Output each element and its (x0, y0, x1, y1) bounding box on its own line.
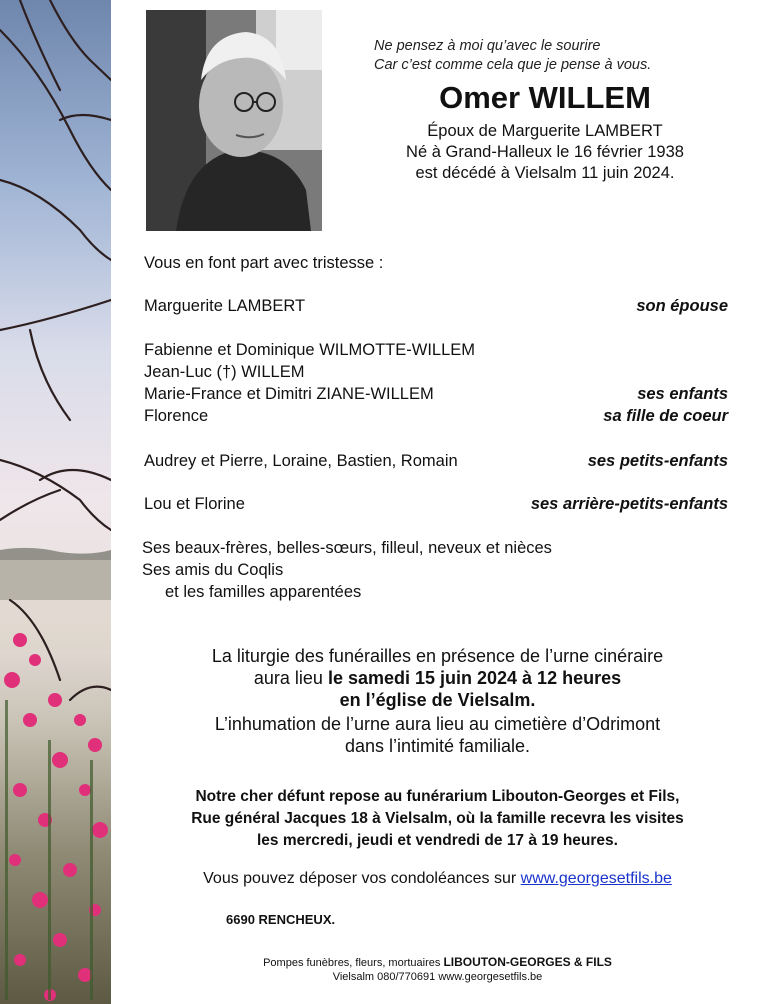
family-row-great-grandchildren (144, 493, 728, 515)
spouse-line: Époux de Marguerite LAMBERT (427, 122, 663, 140)
address: 6690 RENCHEUX. (226, 912, 336, 927)
liturgy-line-4: L’inhumation de l’urne aura lieu au cimetière d’Odrimont (214, 714, 661, 734)
birth-line: Né à Grand-Halleux le 16 février 1938 (406, 143, 684, 161)
liturgy-line-3: en l’église de Vielsalm. (339, 690, 536, 710)
deceased-info (360, 121, 730, 184)
decorative-side-image (0, 0, 111, 1004)
liturgy-date: le samedi 15 juin 2024 à 12 heures (327, 668, 622, 688)
portrait-photo (146, 10, 322, 231)
quote-line-1: Ne pensez à moi qu’avec le sourire (374, 38, 601, 54)
deceased-name: Omer WILLEM (439, 80, 651, 115)
spouse-name: Marguerite LAMBERT (144, 297, 306, 315)
quote (374, 37, 651, 75)
family-row-grandchildren (144, 450, 728, 472)
quote-line-2: Car c’est comme cela que je pense à vous. (374, 57, 652, 73)
family-row-child1 (144, 339, 728, 361)
others-line-2: Ses amis du Coqlis (142, 561, 284, 579)
child2-name: Jean-Luc (†) WILLEM (144, 363, 305, 381)
heart-role: sa fille de coeur (603, 407, 728, 425)
liturgy-line-1: La liturgie des funérailles en présence de l’urne cinéraire (211, 646, 664, 666)
great-grandchildren-names: Lou et Florine (144, 495, 245, 513)
heart-daughter-name: Florence (144, 407, 209, 425)
family-row-spouse (144, 295, 728, 317)
child3-name: Marie-France et Dimitri ZIANE-WILLEM (144, 385, 434, 403)
condolences-line (111, 870, 764, 888)
grandchildren-names: Audrey et Pierre, Loraine, Bastien, Romain (144, 452, 458, 470)
family-row-heart (144, 405, 728, 427)
footer-company: LIBOUTON-GEORGES & FILS (443, 955, 612, 969)
footer-line-2: Vielsalm 080/770691 www.georgesetfils.be (332, 971, 543, 983)
children-role: ses enfants (637, 385, 728, 403)
spouse-role: son épouse (636, 297, 728, 315)
condolences-text: Vous pouvez déposer vos condoléances sur (203, 870, 521, 887)
others-line-1: Ses beaux-frères, belles-sœurs, filleul, neveux et nièces (142, 539, 552, 557)
death-line: est décédé à Vielsalm 11 juin 2024. (415, 164, 675, 182)
repose-line-1: Notre cher défunt repose au funérarium Libouton-Georges et Fils, (195, 788, 680, 805)
liturgy-line-2-prefix: aura lieu (253, 668, 328, 688)
great-grandchildren-role: ses arrière-petits-enfants (530, 495, 728, 513)
condolences-link[interactable]: www.georgesetfils.be (520, 870, 672, 887)
repose-line-3: les mercredi, jeudi et vendredi de 17 à 19 heures. (257, 832, 618, 849)
intro-text: Vous en font part avec tristesse : (144, 254, 384, 272)
family-row-child2 (144, 361, 728, 383)
others-line-3: et les familles apparentées (165, 583, 362, 601)
repose-line-2: Rue général Jacques 18 à Vielsalm, où la famille recevra les visites (191, 810, 684, 827)
family-row-child3 (144, 383, 728, 405)
child1-name: Fabienne et Dominique WILMOTTE-WILLEM (144, 341, 476, 359)
grandchildren-role: ses petits-enfants (587, 452, 728, 470)
liturgy-line-2 (111, 668, 764, 690)
footer-services: Pompes funèbres, fleurs, mortuaires (263, 957, 444, 969)
liturgy-line-5: dans l’intimité familiale. (344, 736, 531, 756)
